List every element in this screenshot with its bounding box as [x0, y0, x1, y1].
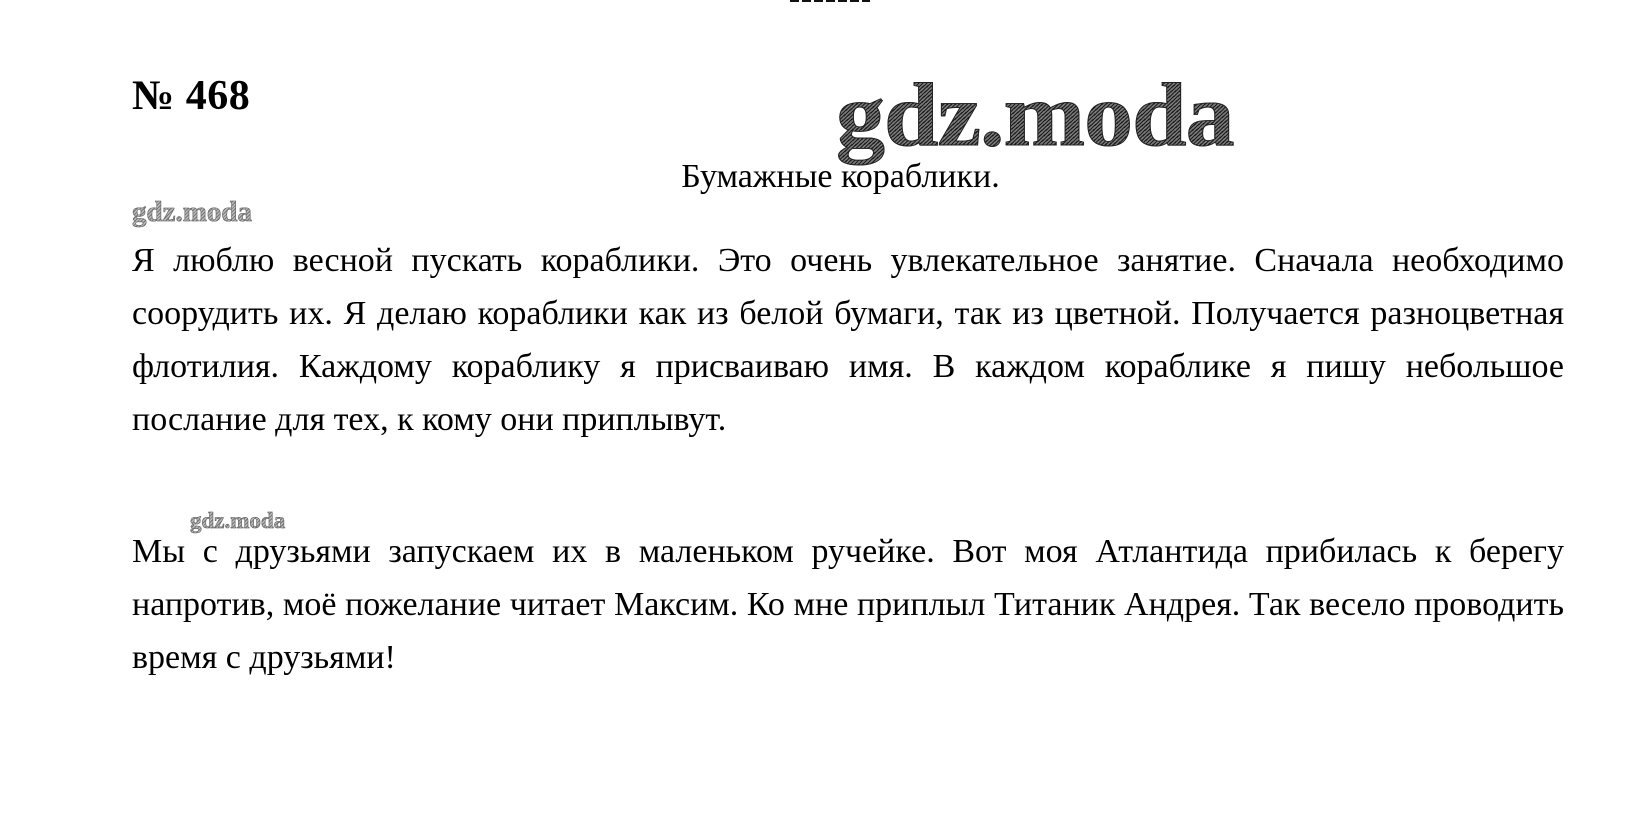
watermark-logo-large: gdz.moda [836, 65, 1234, 166]
paragraph-2: Мы с друзьями запускаем их в маленьком ручейке. Вот моя Атлантида прибилась к берегу напротив, моё пожелание читает Максим. Ко мне приплыл Титаник Андрея. Так весело проводить время с друзьями! [132, 533, 1564, 676]
task-number: № 468 [132, 73, 251, 119]
paragraph-1: Я люблю весной пускать кораблики. Это очень увлекательное занятие. Сначала необходимо соорудить их. Я делаю кораблики как из белой бумаги, так из цветной. Получается разноцветная флотилия. Каждому кораблику я присваиваю имя. В каждом кораблике я пишу небольшое послание для тех, к кому они приплывут. [132, 242, 1564, 438]
watermark-logo-small-2: gdz.moda [190, 508, 286, 533]
document-title: Бумажные кораблики. [681, 158, 1000, 195]
cropped-header-fragment [790, 0, 870, 2]
watermark-logo-small: gdz.moda [132, 196, 253, 228]
